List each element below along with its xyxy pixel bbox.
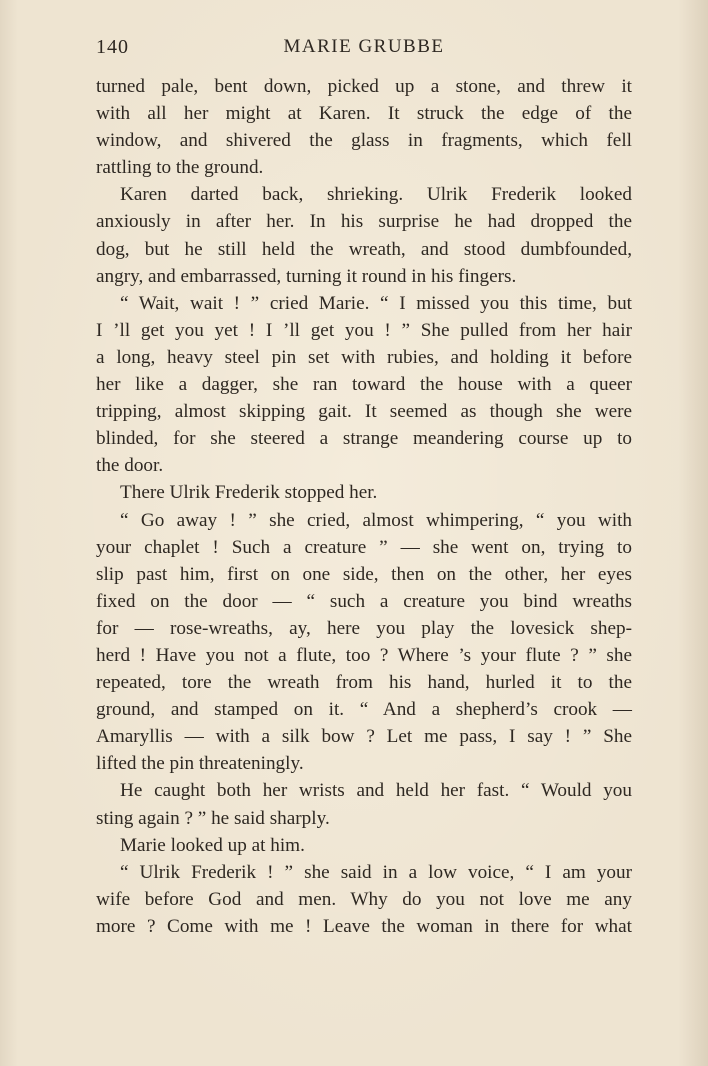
text-line: the door. bbox=[96, 455, 164, 477]
text-line: herd ! Have you not a flute, too ? Where ’s your flute ? ” she bbox=[96, 644, 632, 666]
text-line: lifted the pin threateningly. bbox=[96, 753, 304, 775]
text-line: Karen darted back, shrieking. Ulrik Frederik looked bbox=[120, 184, 632, 206]
page-number: 140 bbox=[96, 36, 129, 58]
text-line: tripping, almost skipping gait. It seemed as though she were bbox=[96, 401, 632, 423]
text-line: a long, heavy steel pin set with rubies, and holding it before bbox=[96, 346, 632, 368]
text-line: He caught both her wrists and held her fast. “ Would you bbox=[120, 780, 632, 802]
text-line: “ Go away ! ” she cried, almost whimpering, “ you with bbox=[120, 509, 632, 531]
text-line: repeated, tore the wreath from his hand, hurled it to the bbox=[96, 672, 632, 694]
text-line: rattling to the ground. bbox=[96, 157, 264, 179]
text-line: window, and shivered the glass in fragments, which fell bbox=[96, 130, 632, 152]
text-line: blinded, for she steered a strange meandering course up to bbox=[96, 428, 632, 450]
text-line: Amaryllis — with a silk bow ? Let me pass, I say ! ” She bbox=[96, 726, 632, 748]
text-line: angry, and embarrassed, turning it round in his fingers. bbox=[96, 265, 517, 287]
text-line: wife before God and men. Why do you not love me any bbox=[96, 888, 632, 910]
text-line: with all her might at Karen. It struck the edge of the bbox=[96, 103, 632, 125]
text-line: “ Wait, wait ! ” cried Marie. “ I missed you this time, but bbox=[120, 292, 632, 314]
text-line: “ Ulrik Frederik ! ” she said in a low voice, “ I am your bbox=[120, 861, 632, 883]
text-line: I ’ll get you yet ! I ’ll get you ! ” She pulled from her hair bbox=[96, 319, 632, 341]
text-line: ground, and stamped on it. “ And a shepherd’s crook — bbox=[96, 699, 632, 721]
page-header bbox=[96, 36, 632, 62]
running-head: MARIE GRUBBE bbox=[283, 36, 445, 57]
text-line: There Ulrik Frederik stopped her. bbox=[120, 482, 378, 504]
text-line: more ? Come with me ! Leave the woman in there for what bbox=[96, 915, 632, 937]
text-line: for — rose-wreaths, ay, here you play the lovesick shep- bbox=[96, 617, 632, 639]
text-line: anxiously in after her. In his surprise he had dropped the bbox=[96, 211, 632, 233]
body-text bbox=[96, 73, 632, 940]
text-line: dog, but he still held the wreath, and stood dumbfounded, bbox=[96, 238, 632, 260]
text-line: her like a dagger, she ran toward the house with a queer bbox=[96, 374, 632, 396]
text-line: Marie looked up at him. bbox=[120, 834, 305, 856]
text-line: turned pale, bent down, picked up a stone, and threw it bbox=[96, 76, 632, 97]
text-line: fixed on the door — “ such a creature you bind wreaths bbox=[96, 590, 632, 612]
text-line: your chaplet ! Such a creature ” — she went on, trying to bbox=[96, 536, 632, 558]
text-line: slip past him, first on one side, then on the other, her eyes bbox=[96, 563, 632, 585]
text-line: sting again ? ” he said sharply. bbox=[96, 807, 330, 829]
